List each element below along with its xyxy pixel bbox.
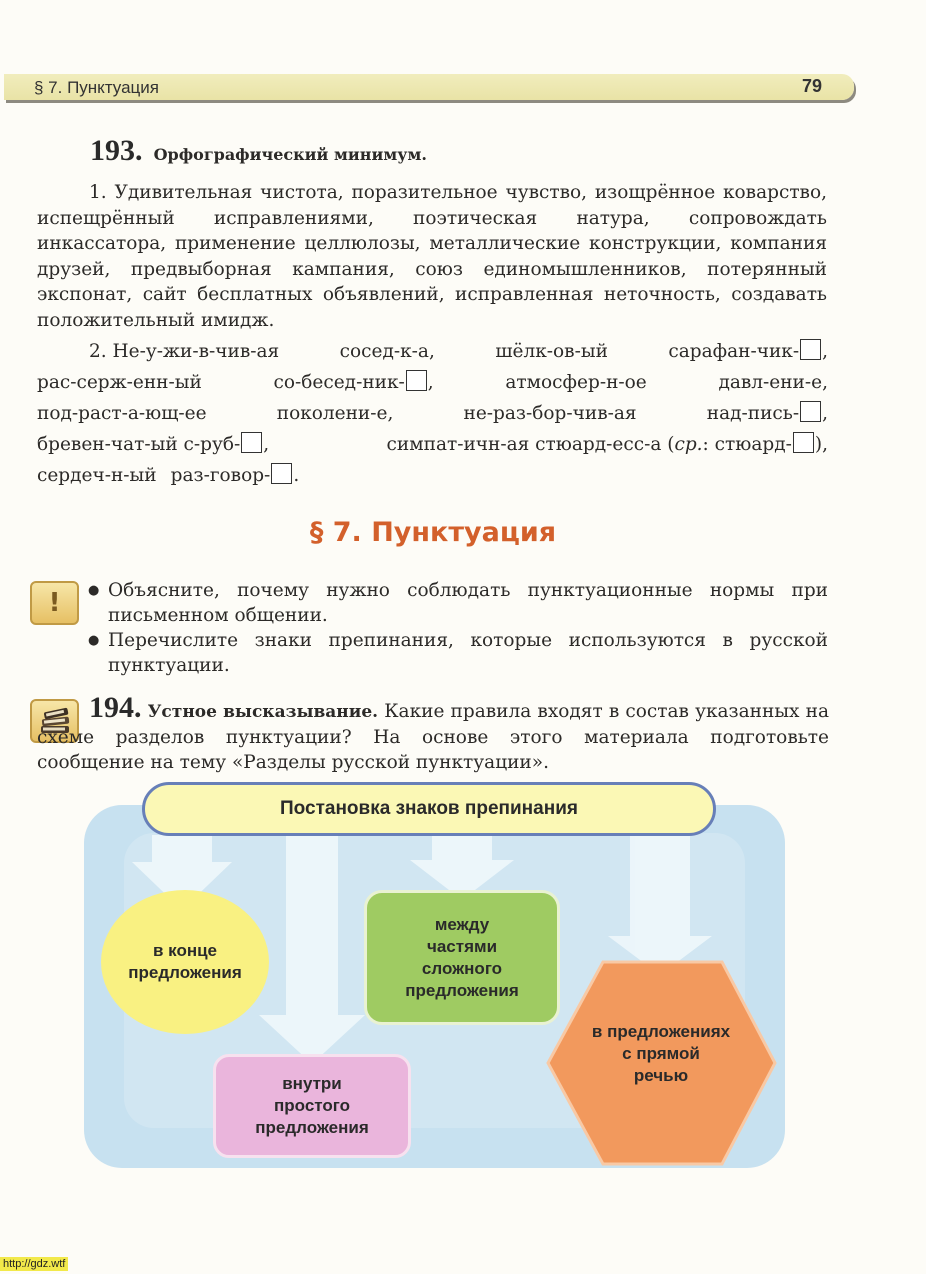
- word: сосед-к-а,: [339, 341, 435, 362]
- exercise-title: Орфографический минимум.: [153, 145, 427, 164]
- word: шёлк-ов-ый: [495, 341, 608, 362]
- page-number: 79: [802, 76, 823, 96]
- word-with-box: сарафан-чик- ,: [668, 341, 828, 362]
- word-with-box: симпат-ичн-ая стюард-есс-а (ср.: стюард- ),: [386, 434, 828, 455]
- word: бревен-чат-ый с-руб-: [37, 434, 241, 455]
- arrow-to-direct-speech: [608, 835, 712, 975]
- word-with-box: над-пись- ,: [706, 403, 828, 424]
- section-heading: § 7. Пунктуация: [309, 517, 557, 548]
- list-item: ● Перечислите знаки препинания, которые используются в русской пунктуации.: [88, 628, 828, 678]
- exercise-number: 193.: [90, 134, 143, 167]
- exercise-193-paragraph-1: 1. Удивительная чистота, поразительное чувство, изощрённое коварство, испещрённый исправлениями, поэтическая натура, сопровождать инкассатора, применение целлюлозы, металлические конструкции, компания друзей, предвыборная кампания, союз единомышленников, потерянный экспонат, сайт бесплатных объявлений, исправленная неточность, создавать положительный имидж.: [37, 182, 827, 331]
- exercise-number: 194.: [89, 691, 142, 724]
- word-with-box: раз-говор- .: [170, 465, 300, 486]
- word: со-бесед-ник-: [273, 372, 405, 393]
- word: 2. Не-у-жи-в-чив-ая: [89, 341, 280, 362]
- exercise-title: Устное высказывание.: [147, 702, 379, 722]
- word: рас-серж-енн-ый: [37, 372, 202, 393]
- diagram-root: Постановка знаков препинания: [142, 782, 716, 836]
- word: раз-говор-: [170, 465, 271, 486]
- word: давл-ени-е,: [718, 372, 828, 393]
- word: над-пись-: [706, 403, 800, 424]
- word: сердеч-н-ый: [37, 465, 157, 486]
- list-item: ● Объясните, почему нужно соблюдать пунктуационные нормы при письменном общении.: [88, 578, 828, 628]
- word: : стюард-: [702, 434, 792, 455]
- abbreviation: ср.: [674, 434, 703, 455]
- exclamation-icon: !: [30, 581, 79, 625]
- word: под-раст-а-ющ-ее: [37, 403, 207, 424]
- word: поколени-е,: [276, 403, 394, 424]
- arrow-to-inside-simple: [259, 835, 365, 1064]
- running-header-title: § 7. Пунктуация: [34, 78, 159, 97]
- exercise-text: Какие правила входят в состав указанных на схеме разделов пунктуации? На основе этого материала подготовьте сообщение на тему «Разделы русской пунктуации».: [37, 701, 829, 773]
- diagram-node-end-of-sentence: в конце предложения: [101, 890, 269, 1034]
- word: атмосфер-н-ое: [505, 372, 647, 393]
- word-with-box: со-бесед-ник- ,: [273, 372, 434, 393]
- word: симпат-ичн-ая стюард-есс-а (: [386, 434, 675, 455]
- footer-url[interactable]: http://gdz.wtf: [0, 1257, 68, 1271]
- diagram-node-direct-speech: в предложениях с прямой речью: [591, 1022, 731, 1085]
- diagram-node-inside-simple: внутри простого предложения: [213, 1054, 411, 1158]
- diagram-node-between-parts: между частями сложного предложения: [364, 890, 560, 1025]
- word: сарафан-чик-: [668, 341, 800, 362]
- word: не-раз-бор-чив-ая: [463, 403, 637, 424]
- word-with-box: бревен-чат-ый с-руб- ,: [37, 434, 270, 455]
